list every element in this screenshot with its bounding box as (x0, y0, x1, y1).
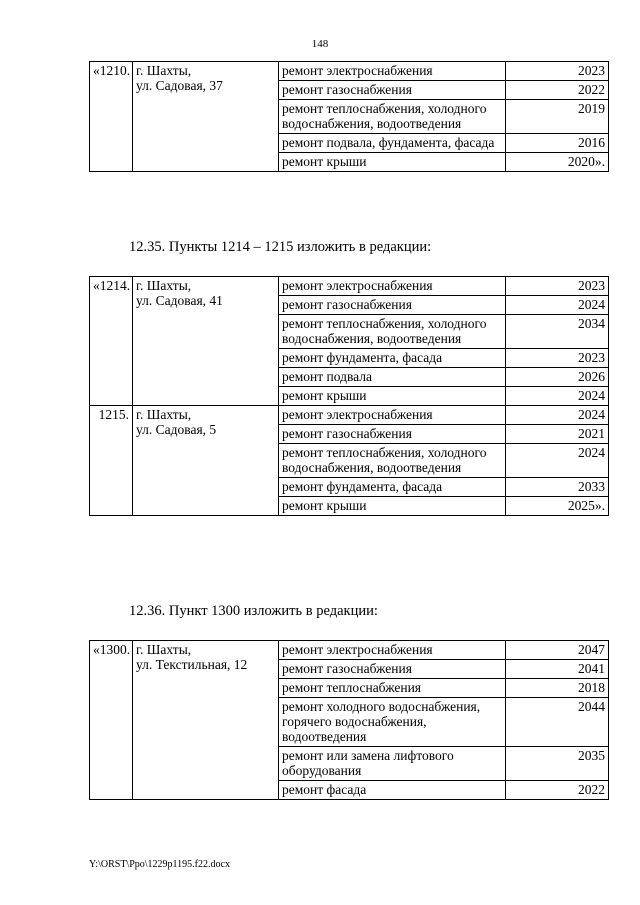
work-type: ремонт крыши (279, 153, 506, 172)
item-address (133, 641, 279, 800)
work-year: 2022 (506, 781, 609, 800)
work-year: 2016 (506, 134, 609, 153)
table-items-1214-1215 (89, 276, 609, 516)
work-year: 2033 (506, 478, 609, 497)
table-row (90, 406, 609, 425)
address-city: г. Шахты, (136, 642, 192, 657)
work-year: 2041 (506, 660, 609, 679)
item-address (133, 406, 279, 516)
work-year: 2023 (506, 277, 609, 296)
table-row (90, 641, 609, 660)
work-year: 2019 (506, 100, 609, 134)
work-year: 2018 (506, 679, 609, 698)
work-year: 2024 (506, 406, 609, 425)
work-type: ремонт газоснабжения (279, 296, 506, 315)
work-type: ремонт электроснабжения (279, 62, 506, 81)
table-item-1300 (89, 640, 609, 800)
address-street: ул. Текстильная, 12 (136, 657, 248, 672)
work-year: 2023 (506, 349, 609, 368)
address-street: ул. Садовая, 5 (136, 422, 217, 437)
work-year: 2025». (506, 497, 609, 516)
work-year: 2024 (506, 444, 609, 478)
work-type: ремонт газоснабжения (279, 660, 506, 679)
work-type: ремонт подвала, фундамента, фасада (279, 134, 506, 153)
item-number: «1210. (90, 62, 133, 172)
item-address (133, 62, 279, 172)
work-year: 2047 (506, 641, 609, 660)
work-type: ремонт теплоснабжения, холодного водоснабжения, водоотведения (279, 315, 506, 349)
work-type: ремонт электроснабжения (279, 406, 506, 425)
work-type: ремонт теплоснабжения (279, 679, 506, 698)
work-year: 2020». (506, 153, 609, 172)
address-city: г. Шахты, (136, 278, 192, 293)
table-items-1210 (89, 61, 609, 172)
address-city: г. Шахты, (136, 63, 192, 78)
work-year: 2022 (506, 81, 609, 100)
table-row (90, 62, 609, 81)
work-type: ремонт электроснабжения (279, 641, 506, 660)
paragraph-12-36: 12.36. Пункт 1300 изложить в редакции: (129, 603, 378, 619)
paragraph-12-35: 12.35. Пункты 1214 – 1215 изложить в редакции: (129, 239, 432, 255)
item-number: «1300. (90, 641, 133, 800)
work-type: ремонт газоснабжения (279, 425, 506, 444)
work-type: ремонт фундамента, фасада (279, 478, 506, 497)
work-year: 2021 (506, 425, 609, 444)
work-type: ремонт крыши (279, 387, 506, 406)
work-type: ремонт теплоснабжения, холодного водоснабжения, водоотведения (279, 444, 506, 478)
work-type: ремонт холодного водоснабжения, горячего водоснабжения, водоотведения (279, 698, 506, 747)
work-type: ремонт крыши (279, 497, 506, 516)
item-address (133, 277, 279, 406)
address-street: ул. Садовая, 37 (136, 78, 223, 93)
footer-file-path: Y:\ORST\Ppo\1229p1195.f22.docx (89, 859, 230, 870)
item-number: 1215. (90, 406, 133, 516)
work-type: ремонт электроснабжения (279, 277, 506, 296)
work-year: 2024 (506, 296, 609, 315)
work-year: 2024 (506, 387, 609, 406)
work-type: ремонт фасада (279, 781, 506, 800)
work-year: 2023 (506, 62, 609, 81)
work-year: 2035 (506, 747, 609, 781)
work-year: 2026 (506, 368, 609, 387)
work-type: ремонт теплоснабжения, холодного водоснабжения, водоотведения (279, 100, 506, 134)
page-number: 148 (311, 38, 329, 50)
work-year: 2034 (506, 315, 609, 349)
work-year: 2044 (506, 698, 609, 747)
work-type: ремонт подвала (279, 368, 506, 387)
address-city: г. Шахты, (136, 407, 192, 422)
work-type: ремонт газоснабжения (279, 81, 506, 100)
work-type: ремонт или замена лифтового оборудования (279, 747, 506, 781)
table-row (90, 277, 609, 296)
work-type: ремонт фундамента, фасада (279, 349, 506, 368)
address-street: ул. Садовая, 41 (136, 293, 223, 308)
item-number: «1214. (90, 277, 133, 406)
